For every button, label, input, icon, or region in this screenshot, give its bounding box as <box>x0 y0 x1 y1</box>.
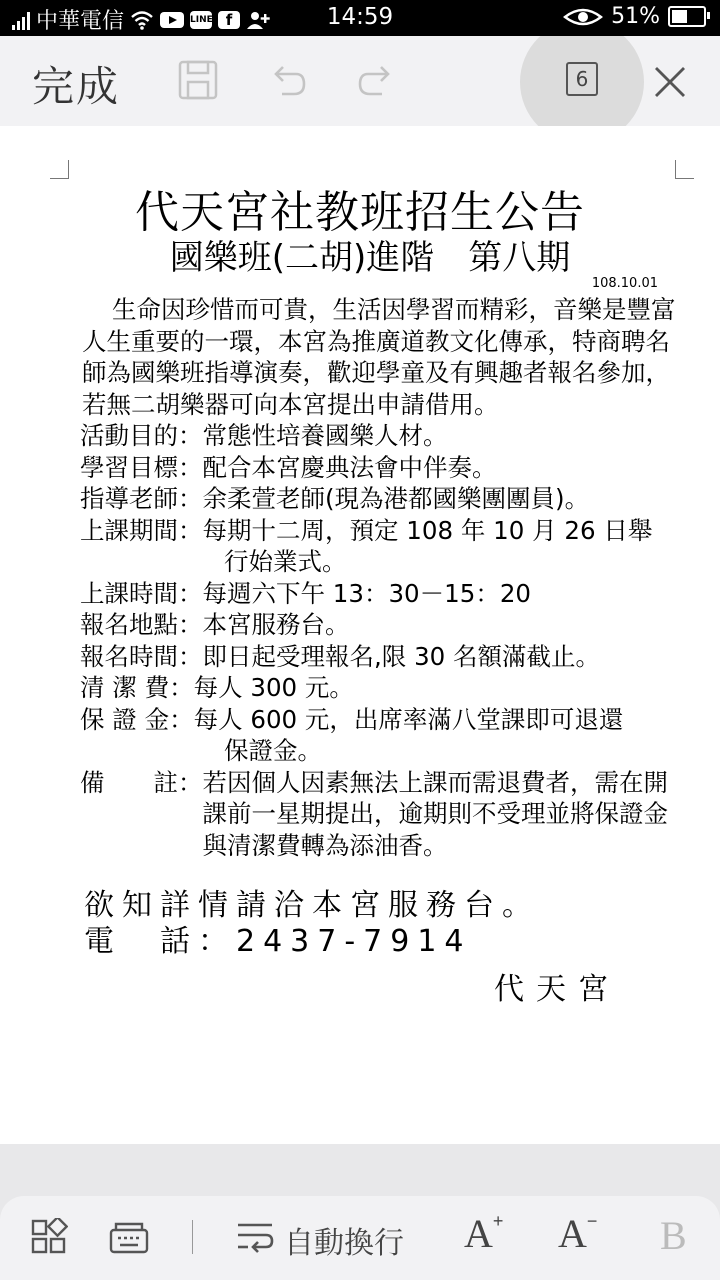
info-label: 備 註： <box>80 767 203 797</box>
status-time: 14:59 <box>326 4 394 30</box>
info-value: 若因個人因素無法上課而需退費者，需在開課前一星期提出，逾期則不受理並將保證金與清潔費轉為添油香。 <box>202 767 668 860</box>
redo-icon[interactable] <box>354 58 398 102</box>
info-label: 活動目的： <box>80 421 203 450</box>
info-list <box>80 420 690 861</box>
document-page[interactable] <box>0 126 720 1144</box>
info-label: 報名地點： <box>80 610 203 639</box>
keyboard-icon[interactable] <box>108 1220 150 1256</box>
info-row <box>80 452 690 484</box>
document-title: 代天宮社教班招生公告 <box>135 187 585 238</box>
info-value: 本宮服務台。 <box>202 610 350 639</box>
font-increase-label: A <box>464 1211 493 1256</box>
done-button[interactable]: 完成 <box>32 62 121 111</box>
info-row <box>80 515 690 547</box>
info-row <box>80 609 690 641</box>
status-right <box>563 4 706 29</box>
info-row <box>80 483 690 515</box>
plus-icon: + <box>492 1210 504 1231</box>
carrier-name: 中華電信 <box>36 9 125 34</box>
undo-icon[interactable] <box>266 58 310 102</box>
font-decrease-label: A <box>558 1211 587 1256</box>
word-wrap-button[interactable]: 自動換行 <box>284 1226 404 1261</box>
info-value: 每人 300 元。 <box>193 673 354 702</box>
word-wrap-icon[interactable] <box>236 1220 274 1256</box>
info-label: 報名時間： <box>80 641 203 671</box>
status-bar <box>0 0 720 36</box>
info-value: 余柔萱老師(現為港都國樂團團員)。 <box>202 484 590 513</box>
info-label: 指導老師： <box>80 484 203 513</box>
info-value: 配合本宮慶典法會中伴奏。 <box>202 452 497 482</box>
minus-icon: − <box>586 1210 598 1231</box>
intro-paragraph: 生命因珍惜而可貴，生活因學習而精彩，音樂是豐富人生重要的一環，本宮為推廣道教文化傳承，特商聘名師為國樂班指導演奏，歡迎學童及有興趣者報名參加，若無二胡樂器可向本宮提出申請借用。 <box>82 295 676 419</box>
font-increase-button[interactable] <box>464 1210 503 1257</box>
font-decrease-button[interactable] <box>558 1210 597 1257</box>
battery-icon <box>668 6 706 27</box>
info-row <box>80 420 690 452</box>
contact-block <box>84 888 540 960</box>
info-row <box>80 641 690 673</box>
info-row <box>80 704 690 736</box>
editor-toolbar <box>0 36 720 126</box>
info-value: 每人 600 元，出席率滿八堂課即可退還 <box>193 704 624 734</box>
info-label: 清 潔 費： <box>80 673 194 702</box>
info-value: 常態性培養國樂人材。 <box>202 421 448 450</box>
info-row <box>80 672 690 704</box>
info-label: 上課時間： <box>80 578 203 608</box>
info-label: 上課期間： <box>80 515 203 545</box>
line-icon: LINE <box>190 11 212 29</box>
battery-percent: 51% <box>611 4 660 29</box>
toolbar-divider <box>192 1220 193 1254</box>
document-date: 108.10.01 <box>591 276 658 291</box>
info-value-continued: 行始業式。 <box>224 547 347 576</box>
info-value: 即日起受理報名,限 30 名額滿截止。 <box>202 641 601 671</box>
facebook-icon: f <box>218 11 240 29</box>
eye-icon <box>563 7 603 27</box>
save-icon[interactable] <box>176 58 220 102</box>
info-label: 學習目標： <box>80 452 203 482</box>
info-label: 保 證 金： <box>80 704 194 734</box>
format-toolbar <box>0 1196 720 1280</box>
info-value: 每週六下午 13：30－15：20 <box>202 578 531 608</box>
shapes-icon[interactable] <box>30 1218 68 1256</box>
contact-line: 欲知詳情請洽本宮服務台。 <box>84 888 540 923</box>
document-subtitle: 國樂班(二胡)進階 第八期 <box>169 238 571 278</box>
info-row <box>80 578 690 610</box>
phone-line: 電 話：2437-7914 <box>84 924 472 959</box>
bold-button[interactable]: B <box>660 1213 687 1258</box>
close-icon[interactable] <box>648 60 692 104</box>
info-row <box>80 767 690 862</box>
signature: 代天宮 <box>494 972 620 1007</box>
info-value-continued: 保證金。 <box>224 736 322 765</box>
info-value: 每期十二周，預定 108 年 10 月 26 日舉 <box>202 515 653 545</box>
page-count-button[interactable]: 6 <box>566 62 598 96</box>
